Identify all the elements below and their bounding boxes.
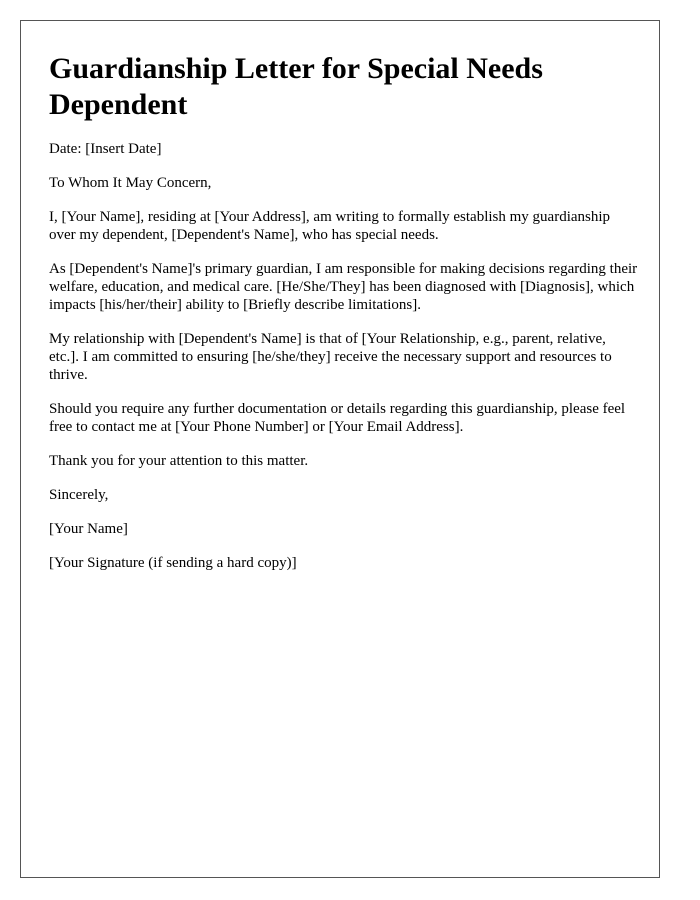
responsibility-paragraph: As [Dependent's Name]'s primary guardian, I am responsible for making decisions regarding their welfare, education, and medical care. [He/She/They] has been diagnosed with [Diagnosis], which impacts [his/her/their] ability to [Briefly describe limitations].	[49, 261, 638, 313]
contact-paragraph: Should you require any further documentation or details regarding this guardianship, please feel free to contact me at [Your Phone Number] or [Your Email Address].	[49, 401, 626, 435]
name-line: [Your Name]	[49, 521, 128, 537]
letter-title: Guardianship Letter for Special Needs Dependent	[49, 52, 543, 121]
salutation: To Whom It May Concern,	[49, 175, 212, 191]
thanks-paragraph: Thank you for your attention to this matter.	[49, 453, 309, 469]
closing: Sincerely,	[49, 487, 109, 503]
intro-paragraph: I, [Your Name], residing at [Your Address], am writing to formally establish my guardianship over my dependent, [Dependent's Name], who has special needs.	[49, 209, 611, 243]
letter-body	[49, 51, 639, 588]
letter-page	[20, 20, 660, 878]
signature-line: [Your Signature (if sending a hard copy)]	[49, 555, 297, 571]
relationship-paragraph: My relationship with [Dependent's Name] is that of [Your Relationship, e.g., parent, relative, etc.]. I am committed to ensuring [he/she/they] receive the necessary support and resources to thrive.	[49, 331, 612, 383]
date-line: Date: [Insert Date]	[49, 141, 162, 157]
